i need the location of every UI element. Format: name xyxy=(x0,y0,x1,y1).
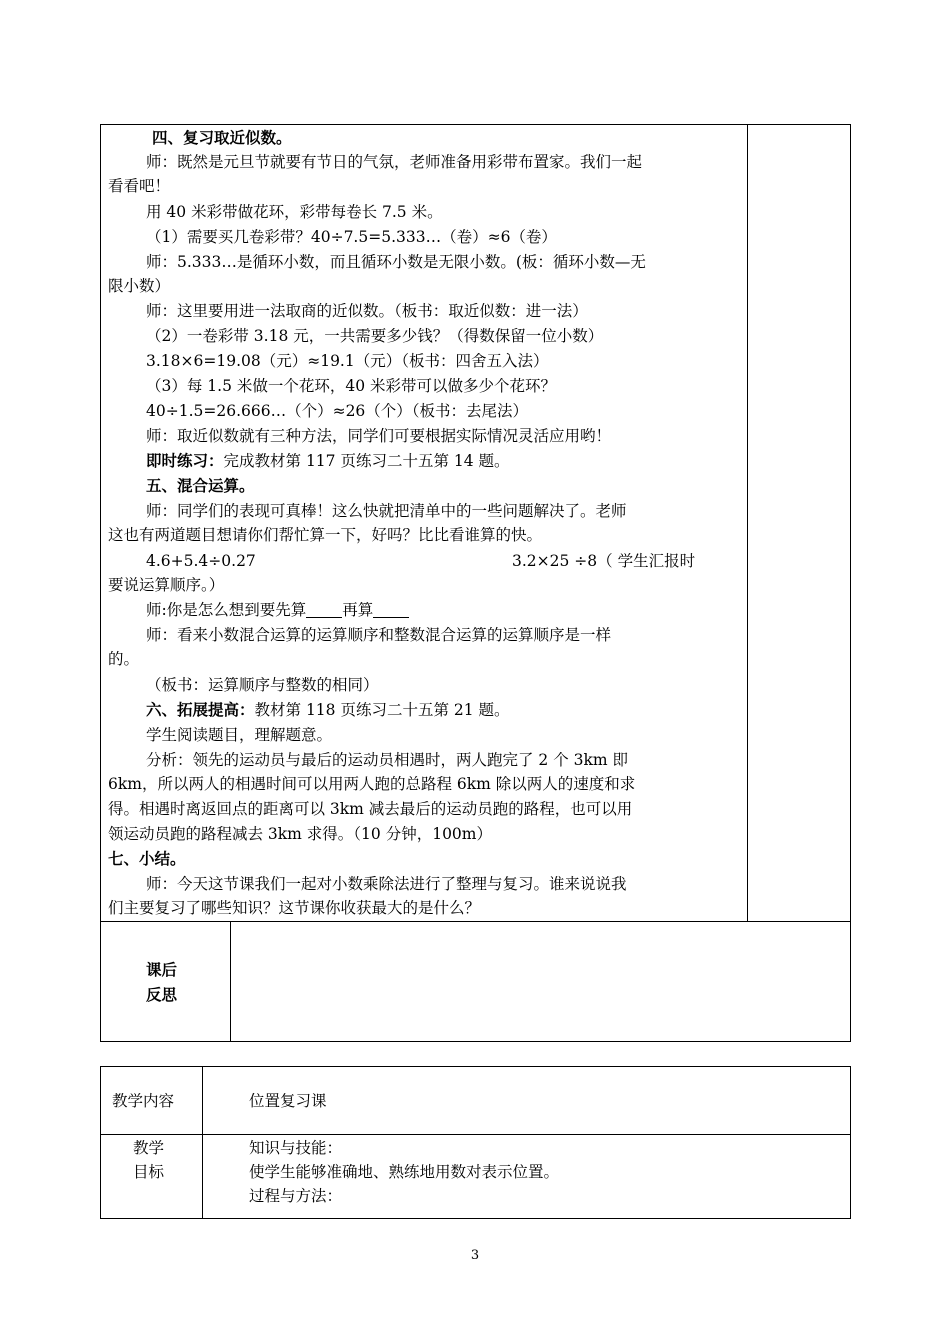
paragraph: 领运动员跑的路程减去 3km 求得。（10 分钟，100m） xyxy=(108,825,492,843)
paragraph: 师：今天这节课我们一起对小数乘除法进行了整理与复习。谁来说说我 xyxy=(146,875,627,893)
paragraph: 们主要复习了哪些知识？这节课你收获最大的是什么？ xyxy=(108,899,481,917)
goal-label-1: 教学 xyxy=(133,1139,165,1157)
table1-top-border xyxy=(100,124,851,125)
section6-title: 六、拓展提高： xyxy=(146,700,255,719)
goal-item: 知识与技能： xyxy=(249,1139,343,1157)
table1-bottom-border xyxy=(100,1041,851,1042)
paragraph: 分析：领先的运动员与最后的运动员相遇时，两人跑完了 2 个 3km 即 xyxy=(146,751,629,769)
table1-notes-column-border xyxy=(747,124,748,922)
practice-line xyxy=(146,449,510,473)
paragraph: 6km，所以两人的相遇时间可以用两人跑的总路程 6km 除以两人的速度和求 xyxy=(108,775,636,793)
fill-in-mid: 再算 xyxy=(342,601,374,619)
blank xyxy=(373,599,409,618)
paragraph: 得。相遇时离返回点的距离可以 3km 减去最后的运动员跑的路程，也可以用 xyxy=(108,800,633,818)
question-3: （3）每 1.5 米做一个花环，40 米彩带可以做多少个花环？ xyxy=(146,377,557,395)
paragraph: 学生阅读题目，理解题意。 xyxy=(146,726,333,744)
section5-title: 五、混合运算。 xyxy=(146,476,255,495)
paragraph: 师：取近似数就有三种方法，同学们可要根据实际情况灵活应用哟！ xyxy=(146,427,612,445)
expression-1: 4.6+5.4÷0.27 xyxy=(146,552,256,570)
paragraph: 师：既然是元旦节就要有节日的气氛，老师准备用彩带布置家。我们一起 xyxy=(146,153,643,171)
fill-in-line xyxy=(146,598,409,622)
section6-text: 教材第 118 页练习二十五第 21 题。 xyxy=(254,701,510,719)
content-value: 位置复习课 xyxy=(249,1092,327,1110)
table2-row-border xyxy=(100,1134,851,1135)
question-2-answer: 3.18×6=19.08（元）≈19.1（元）（板书：四舍五入法） xyxy=(146,352,549,370)
question-1: （1）需要买几卷彩带？40÷7.5=5.333…（卷）≈6（卷） xyxy=(146,228,557,246)
question-2: （2）一卷彩带 3.18 元，一共需要多少钱？（得数保留一位小数） xyxy=(146,327,604,345)
paragraph: 要说运算顺序。） xyxy=(108,576,225,594)
paragraph: 这也有两道题目想请你们帮忙算一下，好吗？比比看谁算的快。 xyxy=(108,526,543,544)
content-label: 教学内容 xyxy=(112,1092,175,1110)
paragraph: 限小数） xyxy=(108,277,171,295)
table2-bottom-border xyxy=(100,1218,851,1219)
paragraph: 看看吧！ xyxy=(108,177,171,195)
goal-item: 使学生能够准确地、熟练地用数对表示位置。 xyxy=(249,1163,560,1181)
paragraph: 师：同学们的表现可真棒！这么快就把清单中的一些问题解决了。老师 xyxy=(146,502,627,520)
table2-right-border xyxy=(850,1066,851,1219)
section4-title: 四、复习取近似数。 xyxy=(152,128,292,147)
page-number: 3 xyxy=(470,1248,480,1263)
practice-label: 即时练习： xyxy=(146,451,224,470)
table1-reflection-label-border xyxy=(230,921,231,1042)
reflection-label-2: 反思 xyxy=(146,985,178,1004)
table1-left-border xyxy=(100,124,101,1042)
paragraph: （板书：运算顺序与整数的相同） xyxy=(146,676,379,694)
paragraph: 师：看来小数混合运算的运算顺序和整数混合运算的运算顺序是一样 xyxy=(146,626,612,644)
paragraph: 师：这里要用进一法取商的近似数。（板书：取近似数：进一法） xyxy=(146,302,588,320)
reflection-label-1: 课后 xyxy=(146,960,178,979)
table2-top-border xyxy=(100,1066,851,1067)
goal-label-2: 目标 xyxy=(133,1163,165,1181)
section6-line xyxy=(146,698,510,722)
table2-label-column-border xyxy=(202,1066,203,1219)
table2-left-border xyxy=(100,1066,101,1219)
fill-in-prefix: 师:你是怎么想到要先算 xyxy=(146,601,307,619)
paragraph: 师：5.333…是循环小数，而且循环小数是无限小数。(板：循环小数—无 xyxy=(146,253,646,271)
question-3-answer: 40÷1.5=26.666…（个）≈26（个）（板书：去尾法） xyxy=(146,402,529,420)
practice-text: 完成教材第 117 页练习二十五第 14 题。 xyxy=(223,452,510,470)
section7-title: 七、小结。 xyxy=(108,849,186,868)
expression-2: 3.2×25 ÷8（ 学生汇报时 xyxy=(512,552,696,570)
goal-item: 过程与方法： xyxy=(249,1187,343,1205)
blank xyxy=(306,599,342,618)
table1-reflection-border xyxy=(100,921,851,922)
paragraph: 用 40 米彩带做花环，彩带每卷长 7.5 米。 xyxy=(146,203,443,221)
paragraph: 的。 xyxy=(108,650,140,668)
table1-right-border xyxy=(850,124,851,1042)
